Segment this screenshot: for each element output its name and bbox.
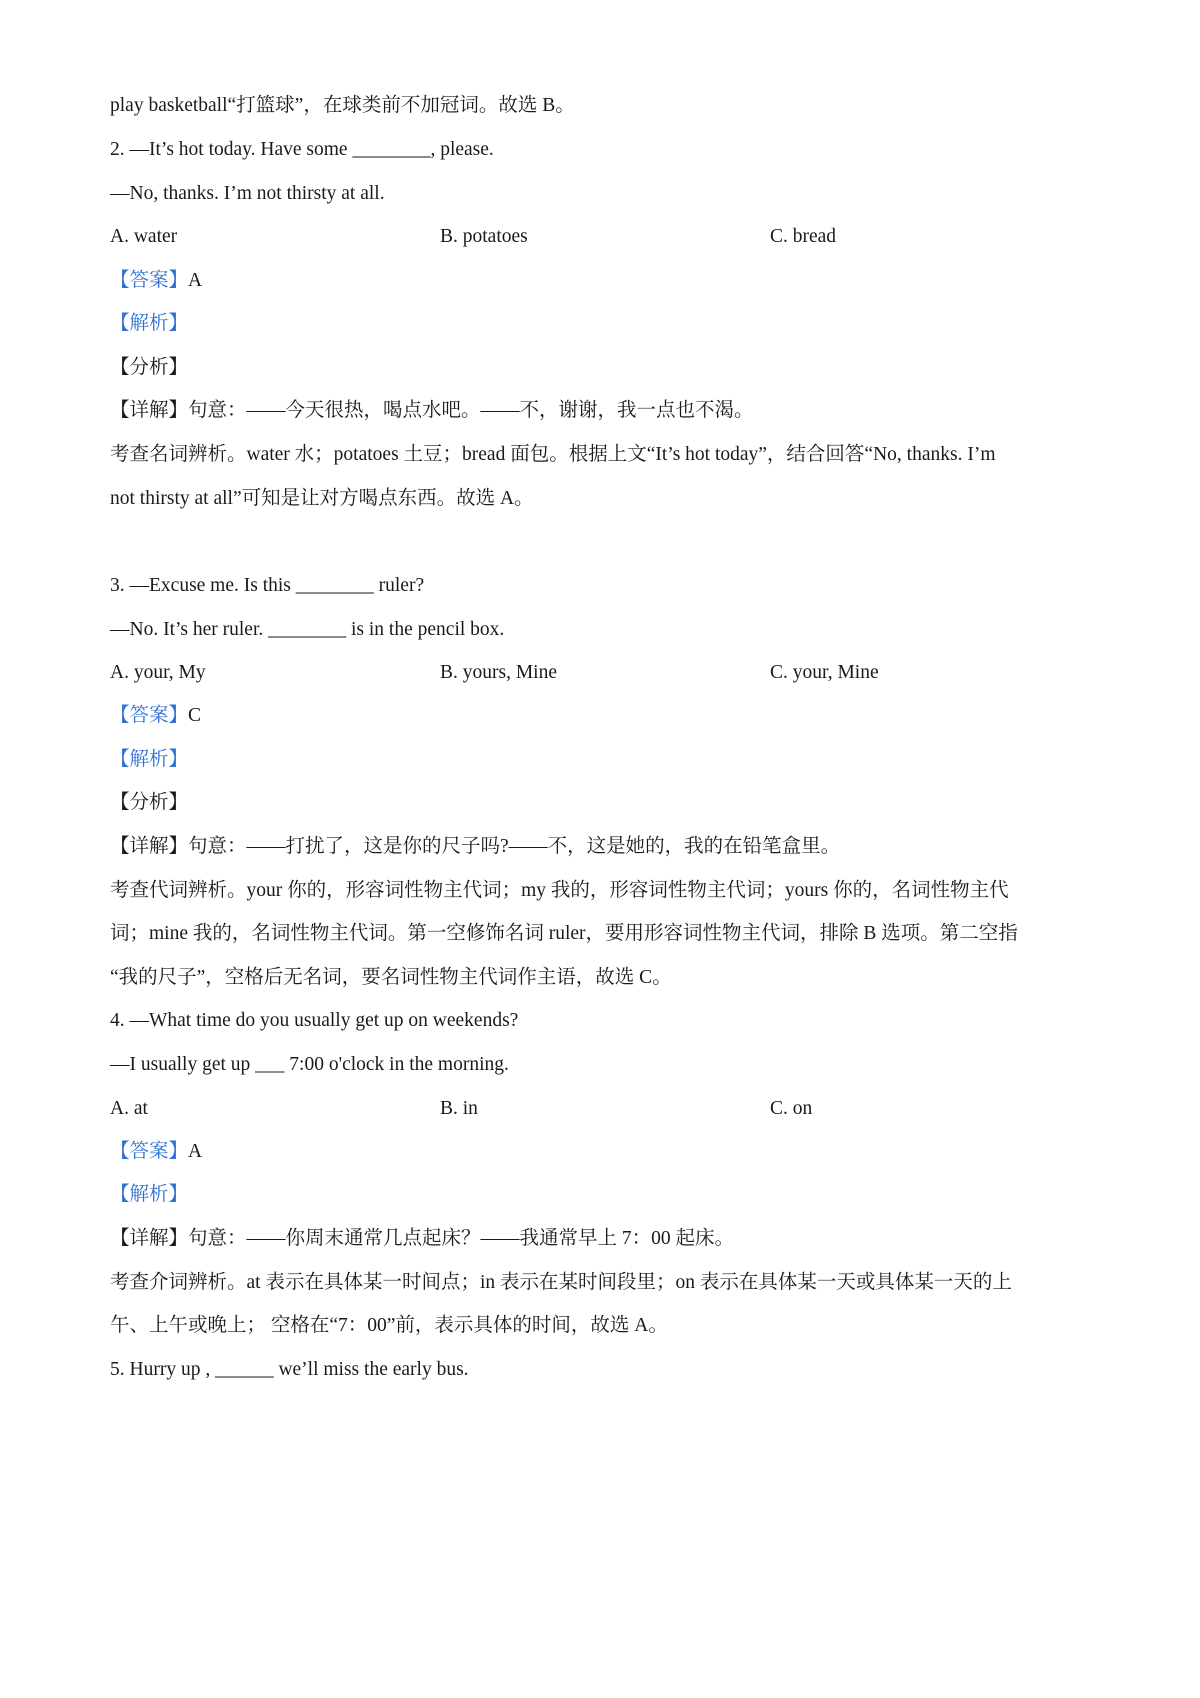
question-3-stem: 3. —Excuse me. Is this ________ ruler? [110,575,425,596]
question-4-analysis-label: 【解析】 [110,1184,189,1205]
question-4-answer [110,1139,1110,1165]
question-4-explain-1: 考查介词辨析。at 表示在具体某一时间点；in 表示在某时间段里；on 表示在具体某一天或具体某一天的上 [110,1272,1012,1293]
option-a: A. water [110,226,178,247]
question-2-explain-1: 考查名词辨析。water 水；potatoes 土豆；bread 面包。根据上文“It’s hot today”，结合回答“No, thanks. I’m [110,444,996,465]
question-2-detail: 【详解】句意：——今天很热，喝点水吧。——不，谢谢，我一点也不渴。 [110,400,754,421]
question-3-analysis-label: 【解析】 [110,749,189,770]
answer-label: 【答案】 [110,705,189,726]
question-5-stem: 5. Hurry up , ______ we’ll miss the early bus. [110,1359,469,1380]
question-3-answer [110,703,1110,729]
answer-value: A [188,270,203,291]
answer-label: 【答案】 [110,1141,189,1162]
question-3-fenxi-label: 【分析】 [110,792,189,813]
option-b: B. potatoes [440,226,528,247]
question-3-explain-1: 考查代词辨析。your 你的，形容词性物主代词；my 我的，形容词性物主代词；yours 你的，名词性物主代 [110,880,1009,901]
option-c: C. on [770,1098,813,1119]
question-4-detail: 【详解】句意：——你周末通常几点起床？——我通常早上 7：00 起床。 [110,1228,735,1249]
option-c: C. bread [770,226,837,247]
question-4-reply: —I usually get up ___ 7:00 o'clock in the morning. [110,1054,509,1075]
question-3-explain-3: “我的尺子”，空格后无名词，要名词性物主代词作主语，故选 C。 [110,967,672,988]
question-3-reply: —No. It’s her ruler. ________ is in the pencil box. [110,619,505,640]
option-a: A. your, My [110,662,206,683]
question-4-explain-2: 午、上午或晚上； 空格在“7：00”前，表示具体的时间，故选 A。 [110,1315,668,1336]
option-b: B. yours, Mine [440,662,557,683]
question-3-detail: 【详解】句意：——打扰了，这是你的尺子吗?——不，这是她的，我的在铅笔盒里。 [110,836,841,857]
answer-label: 【答案】 [110,270,189,291]
question-2-stem: 2. —It’s hot today. Have some ________, please. [110,139,494,160]
answer-value: C [188,705,202,726]
question-2-explain-2: not thirsty at all”可知是让对方喝点东西。故选 A。 [110,488,534,509]
question-2-fenxi-label: 【分析】 [110,357,189,378]
intro-text: play basketball“打篮球”，在球类前不加冠词。故选 B。 [110,95,575,116]
question-4-stem: 4. —What time do you usually get up on weekends? [110,1010,519,1031]
question-2-analysis-label: 【解析】 [110,313,189,334]
question-2-reply: —No, thanks. I’m not thirsty at all. [110,183,385,204]
option-b: B. in [440,1098,478,1119]
option-c: C. your, Mine [770,662,879,683]
question-2-answer [110,268,1110,294]
question-3-explain-2: 词；mine 我的，名词性物主代词。第一空修饰名词 ruler，要用形容词性物主代词，排除 B 选项。第二空指 [110,923,1018,944]
option-a: A. at [110,1098,148,1119]
answer-value: A [188,1141,203,1162]
